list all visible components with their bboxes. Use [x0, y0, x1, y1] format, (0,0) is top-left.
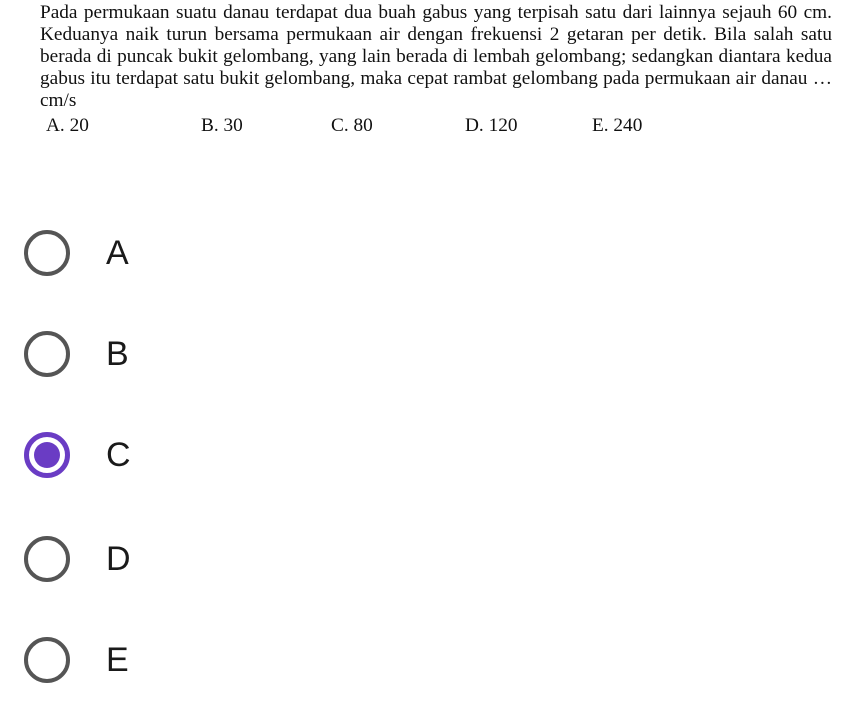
option-d[interactable] — [24, 532, 424, 586]
radio-icon[interactable] — [24, 637, 70, 683]
choice-text-b: B. 30 — [201, 115, 243, 136]
option-label: E — [106, 641, 129, 679]
option-e[interactable] — [24, 633, 424, 687]
option-b[interactable] — [24, 327, 424, 381]
option-label: D — [106, 540, 131, 578]
option-label: C — [106, 436, 131, 474]
question-image — [40, 2, 832, 139]
option-a[interactable] — [24, 226, 424, 280]
choice-text-d: D. 120 — [465, 115, 518, 136]
option-label: B — [106, 335, 129, 373]
option-c[interactable] — [24, 428, 424, 482]
question-text: Pada permukaan suatu danau terdapat dua buah gabus yang terpisah satu dari lainnya sejauh 60 cm. Keduanya naik turun bersama permukaan air dengan frekuensi 2 getaran per detik. Bila salah satu berada di puncak bukit gelombang, yang lain berada di lembah gelombang; sedangkan diantara kedua gabus itu terdapat satu bukit gelombang, maka cepat rambat gelombang pada permukaan air danau …cm/s — [40, 2, 832, 111]
radio-icon[interactable] — [24, 331, 70, 377]
option-label: A — [106, 234, 129, 272]
choice-text-e: E. 240 — [592, 115, 643, 136]
radio-icon[interactable] — [24, 230, 70, 276]
choice-text-a: A. 20 — [46, 115, 89, 136]
choice-text-c: C. 80 — [331, 115, 373, 136]
question-choices — [40, 115, 832, 139]
radio-selected-icon[interactable] — [24, 432, 70, 478]
radio-icon[interactable] — [24, 536, 70, 582]
